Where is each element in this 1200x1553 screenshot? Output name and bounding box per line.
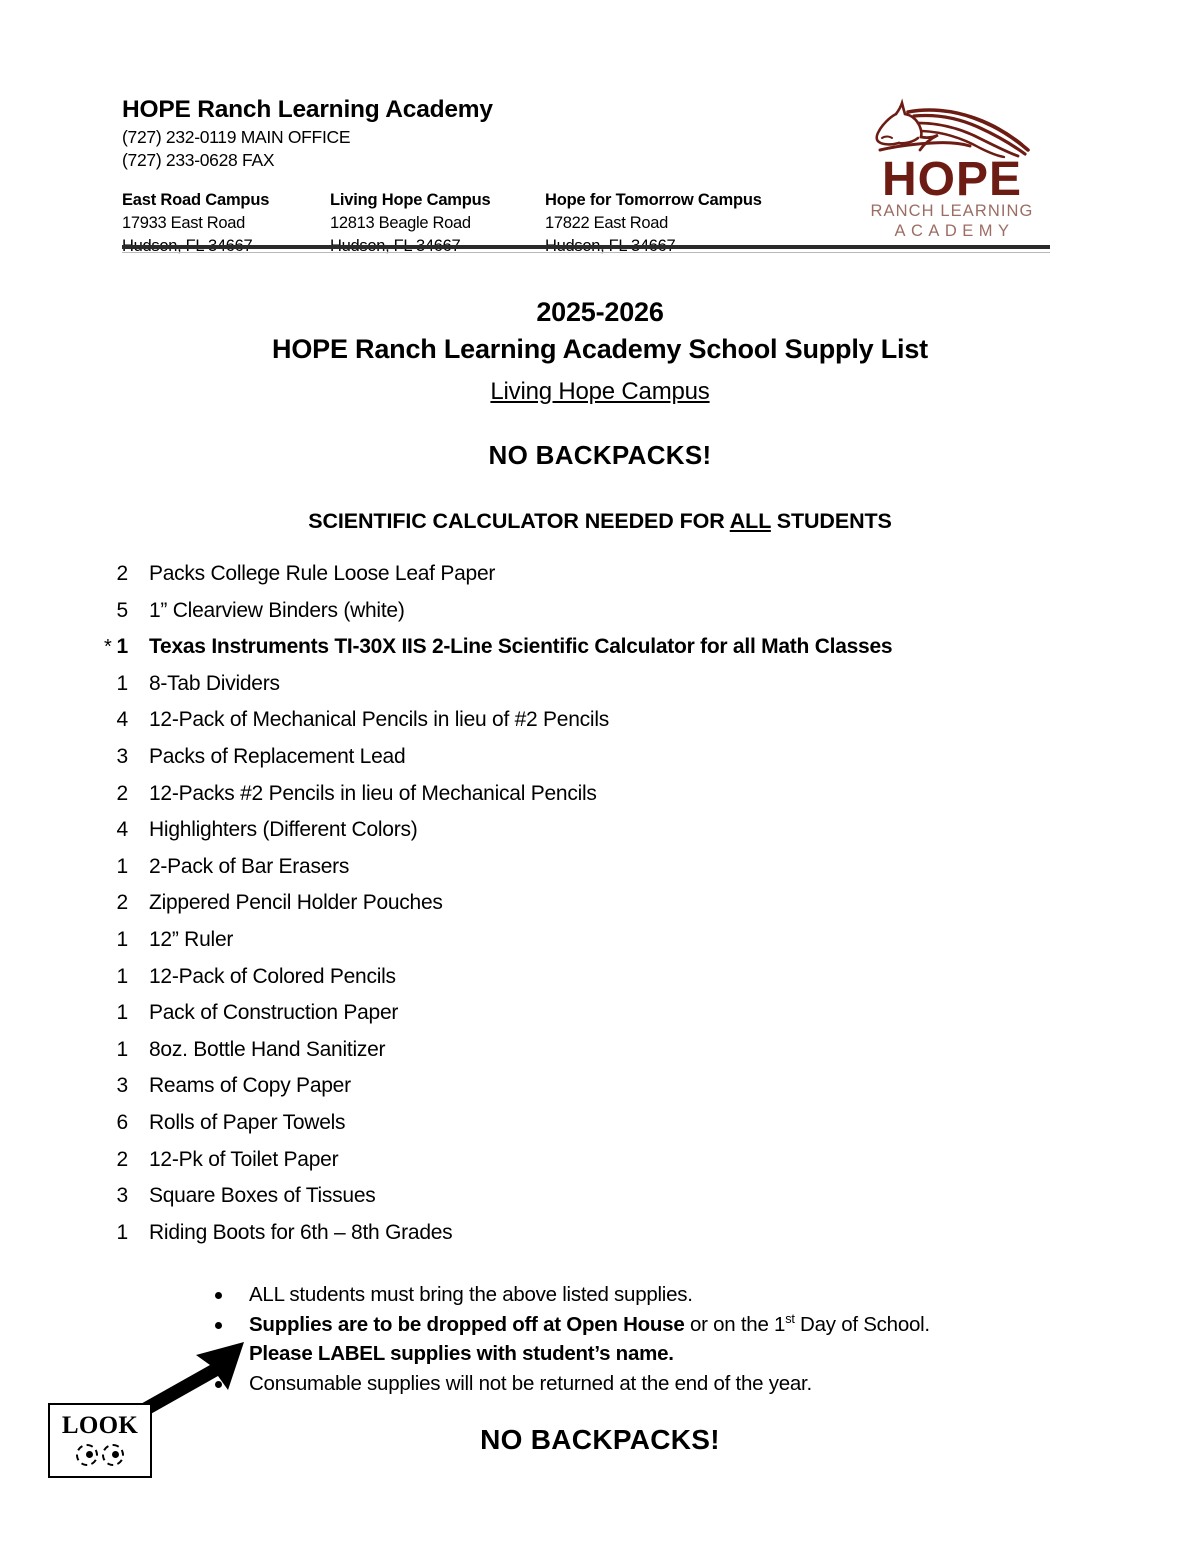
- supply-row: [0, 1074, 1200, 1111]
- campus-street: 17822 East Road: [545, 213, 669, 232]
- ordinal-suffix: st: [785, 1310, 795, 1326]
- no-backpacks-heading-bottom: NO BACKPACKS!: [480, 1424, 720, 1455]
- supply-qty: 1: [116, 1037, 128, 1061]
- supply-qty: 3: [116, 1074, 128, 1098]
- supply-item: 8oz. Bottle Hand Sanitizer: [149, 1037, 386, 1061]
- bullet-icon: [215, 1322, 222, 1329]
- campus-street: 12813 Beagle Road: [330, 213, 471, 232]
- header-divider: [122, 245, 1050, 253]
- calc-note-before: SCIENTIFIC CALCULATOR NEEDED FOR: [308, 509, 730, 534]
- supply-row: [0, 672, 1200, 709]
- header-contact-block: [122, 96, 822, 257]
- supply-item: Riding Boots for 6th – 8th Grades: [149, 1220, 453, 1244]
- supply-item: Square Boxes of Tissues: [149, 1184, 376, 1208]
- supply-row: [0, 1111, 1200, 1148]
- supply-qty: 4: [116, 818, 128, 842]
- supply-qty: 6: [116, 1110, 128, 1134]
- supply-item: Highlighters (Different Colors): [149, 818, 418, 842]
- list-item: [205, 1371, 1105, 1404]
- note-text-bold: Supplies are to be dropped off at Open House: [249, 1312, 685, 1336]
- document-header: [122, 96, 1052, 257]
- supply-item: 12-Packs #2 Pencils in lieu of Mechanical Pencils: [149, 781, 597, 805]
- campus-name: Living Hope Campus: [330, 191, 491, 210]
- campus-name: East Road Campus: [122, 191, 270, 210]
- supply-row: [0, 1148, 1200, 1185]
- calc-note-all: ALL: [729, 509, 771, 534]
- supply-qty: 2: [116, 781, 128, 805]
- supply-row: [0, 745, 1200, 782]
- list-item: [205, 1344, 1105, 1374]
- supply-row: [0, 818, 1200, 855]
- logo-wordmark: HOPE: [881, 153, 1023, 206]
- list-item: [205, 1310, 1105, 1345]
- hope-ranch-logo: [852, 98, 1052, 250]
- supply-list: [0, 562, 1200, 1257]
- supply-item: 12-Pack of Colored Pencils: [149, 964, 396, 988]
- supply-qty: 1: [116, 1220, 128, 1244]
- supply-item: Reams of Copy Paper: [149, 1074, 351, 1098]
- supply-row: [0, 1221, 1200, 1258]
- supply-qty: 1: [116, 927, 128, 951]
- supply-row: [0, 855, 1200, 892]
- logo-subtitle-academy: ACADEMY: [894, 221, 1015, 240]
- supply-item: Packs of Replacement Lead: [149, 744, 406, 768]
- supply-star: *: [104, 636, 112, 659]
- supply-item: 12-Pk of Toilet Paper: [149, 1147, 339, 1171]
- supply-qty: 3: [116, 1184, 128, 1208]
- note-text-bold: Please LABEL supplies with student’s name.: [249, 1342, 674, 1365]
- list-item: [205, 1285, 1105, 1315]
- supply-qty: 1: [116, 635, 128, 659]
- supply-item: 12-Pack of Mechanical Pencils in lieu of #2 Pencils: [149, 708, 609, 732]
- supply-qty: 1: [116, 964, 128, 988]
- look-label: LOOK: [61, 1412, 139, 1439]
- school-year: 2025-2026: [536, 297, 664, 327]
- supply-item: Zippered Pencil Holder Pouches: [149, 891, 443, 915]
- supply-item: Rolls of Paper Towels: [149, 1110, 346, 1134]
- logo-subtitle-ranch-learning: RANCH LEARNING: [870, 202, 1034, 221]
- calculator-requirement-note: [0, 509, 1200, 534]
- note-text: ALL students must bring the above listed supplies.: [249, 1283, 693, 1306]
- page-title: HOPE Ranch Learning Academy School Supply List: [272, 333, 928, 364]
- campus-street: 17933 East Road: [122, 213, 246, 232]
- notes-list: [205, 1285, 1105, 1403]
- supply-qty: 1: [116, 671, 128, 695]
- supply-row: [0, 1001, 1200, 1038]
- no-backpacks-heading-top: NO BACKPACKS!: [488, 440, 712, 471]
- supply-row-calculator: [0, 635, 1200, 672]
- campus-name: Hope for Tomorrow Campus: [545, 191, 762, 210]
- note-text-after: or on the 1st Day of School.: [684, 1310, 930, 1336]
- supply-qty: 1: [116, 1001, 128, 1025]
- supply-row: [0, 1038, 1200, 1075]
- supply-row: [0, 562, 1200, 599]
- supply-qty: 2: [116, 562, 128, 585]
- supply-qty: 2: [116, 1147, 128, 1171]
- supply-qty: 5: [116, 598, 128, 622]
- supply-qty: 3: [116, 744, 128, 768]
- school-name: HOPE Ranch Learning Academy: [122, 96, 493, 123]
- supply-item: 2-Pack of Bar Erasers: [149, 854, 350, 878]
- supply-qty: 4: [116, 708, 128, 732]
- divider-thin-line: [122, 252, 1050, 253]
- supply-item: 12” Ruler: [149, 927, 234, 951]
- supply-row: [0, 1184, 1200, 1221]
- calc-note-after: STUDENTS: [770, 509, 892, 534]
- divider-thick-line: [122, 245, 1050, 249]
- fax-phone: (727) 233-0628 FAX: [122, 150, 275, 170]
- campus-subtitle-text: Living Hope Campus: [490, 378, 710, 406]
- supply-row: [0, 782, 1200, 819]
- supply-item: Pack of Construction Paper: [149, 1001, 399, 1025]
- supply-item: 8-Tab Dividers: [149, 671, 280, 695]
- supply-qty: 2: [116, 891, 128, 915]
- supply-item: Texas Instruments TI-30X IIS 2-Line Scientific Calculator for all Math Classes: [149, 635, 893, 659]
- bullet-icon: [215, 1292, 222, 1299]
- campus-subtitle: [0, 376, 1200, 407]
- supply-item: Packs College Rule Loose Leaf Paper: [149, 562, 496, 585]
- supply-row: [0, 599, 1200, 636]
- supply-qty: 1: [116, 854, 128, 878]
- supply-row: [0, 928, 1200, 965]
- horse-head-icon: [852, 98, 1052, 160]
- main-office-phone: (727) 232-0119 MAIN OFFICE: [122, 126, 351, 147]
- supply-item: 1” Clearview Binders (white): [149, 598, 405, 622]
- supply-row: [0, 891, 1200, 928]
- title-block: [0, 296, 1200, 534]
- note-text: Consumable supplies will not be returned at the end of the year.: [249, 1371, 812, 1395]
- supply-row: [0, 965, 1200, 1002]
- supply-row: [0, 708, 1200, 745]
